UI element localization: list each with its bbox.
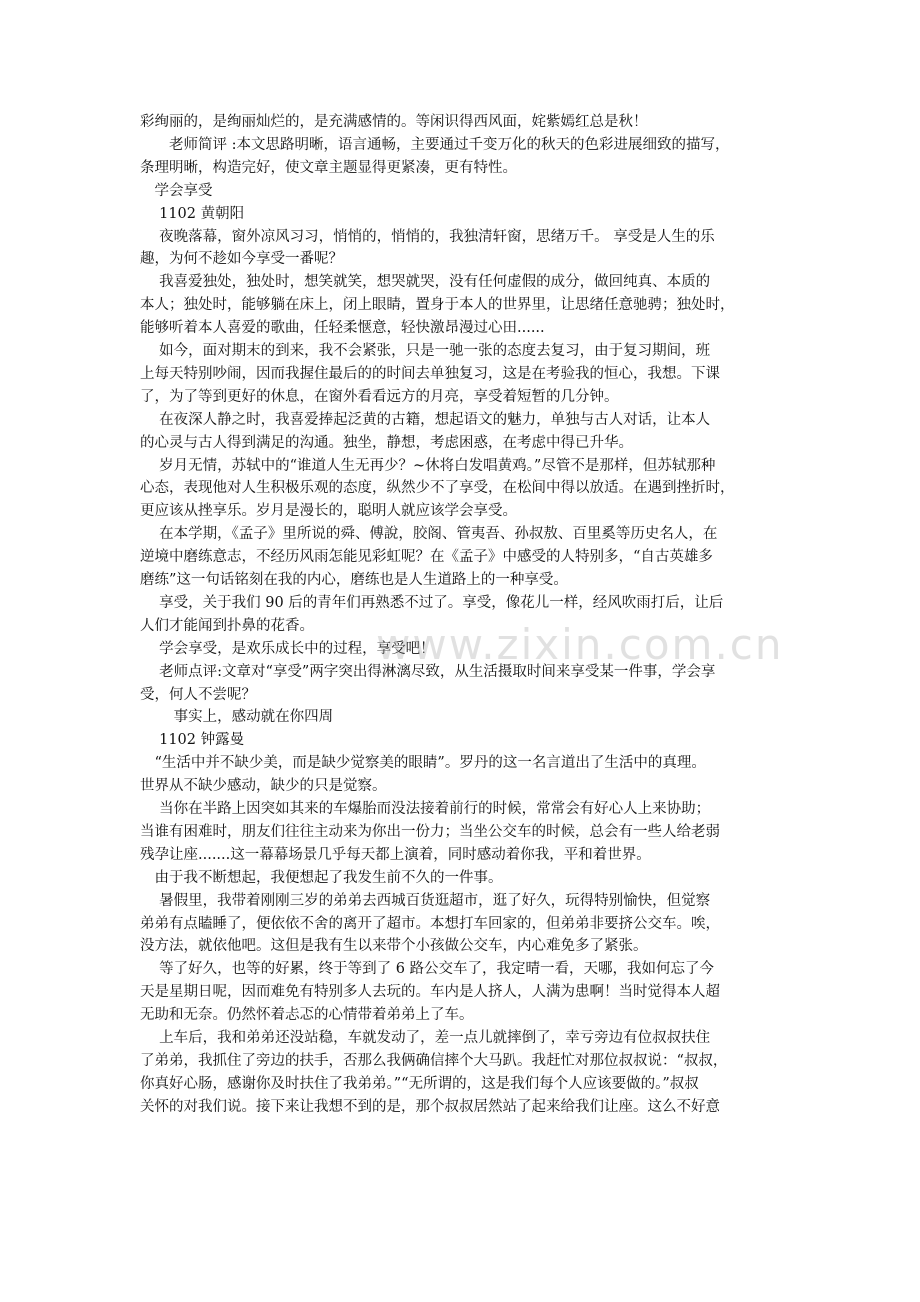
text-line: 趣，为何不趁如今享受一番呢？ xyxy=(140,251,343,268)
text-line: 当你在半路上因突如其来的车爆胎而没法接着前行的时候，常常会有好心人上来协助； xyxy=(140,801,711,817)
text-line: 的心灵与古人得到满足的沟通。独坐，静想，考虑困惑，在考虑中得已升华。 xyxy=(140,434,633,451)
text-line: 世界从不缺少感动，缺少的只是觉察。 xyxy=(140,778,387,795)
text-line: 人们才能闻到扑鼻的花香。 xyxy=(140,617,314,634)
text-line: 关怀的对我们说。接下来让我想不到的是，那个叔叔居然站了起来给我们让座。这么不好意 xyxy=(140,1098,720,1115)
text-line: “生活中并不缺少美，而是缺少觉察美的眼睛”。罗丹的这一名言道出了生活中的真理。 xyxy=(140,755,706,772)
text-line: 残孕让座.......这一幕幕场景几乎每天都上演着，同时感动着你我，平和着世界。 xyxy=(140,846,651,863)
text-line: 由于我不断想起，我便想起了我发生前不久的一件事。 xyxy=(140,869,503,886)
text-line: 我喜爱独处，独处时，想笑就笑，想哭就哭，没有任何虚假的成分，做回纯真、本质的 xyxy=(140,274,711,291)
text-line: 夜晚落幕，窗外凉风习习，悄悄的，悄悄的，我独清轩窗，思绪万千。 享受是人生的乐 xyxy=(140,228,715,245)
text-line: 事实上，感动就在你四周 xyxy=(140,709,334,726)
text-line: 享受，关于我们 90 后的青年们再熟悉不过了。享受，像花儿一样，经风吹雨打后，让后 xyxy=(140,594,724,611)
text-line: 等了好久，也等的好累，终于等到了 6 路公交车了，我定晴一看，天哪，我如何忘了今 xyxy=(140,961,715,978)
text-line: 无助和无奈。仍然怀着忐忑的心情带着弟弟上了车。 xyxy=(140,1007,474,1024)
text-line: 本人；独处时，能够躺在床上，闭上眼睛，置身于本人的世界里，让思绪任意驰骋；独处时， xyxy=(140,297,735,314)
text-line: 你真好心肠，感谢你及时扶住了我弟弟。”“无所谓的，这是我们每个人应该要做的。”叔叔 xyxy=(140,1075,699,1092)
text-line: 暑假里，我带着刚刚三岁的弟弟去西城百货逛超市，逛了好久，玩得特别愉快，但觉察 xyxy=(140,892,711,909)
text-line: 学会享受，是欢乐成长中的过程，享受吧！ xyxy=(140,640,435,657)
text-line: 学会享受 xyxy=(140,182,213,199)
text-line: 逆境中磨练意志，不经历风雨怎能见彩虹呢？在《孟子》中感受的人特别多，“自古英雄多 xyxy=(140,549,713,566)
text-line: 磨练”这一句话铭刻在我的内心，磨练也是人生道路上的一种享受。 xyxy=(140,572,568,588)
text-line: 老师简评 :本文思路明晰，语言通畅，主要通过千变万化的秋天的色彩进展细致的描写， xyxy=(140,136,730,153)
watermark: www.zixin.com.cn xyxy=(376,620,784,669)
text-line: 弟弟有点瞌睡了，便依依不舍的离开了超市。本想打车回家的，但弟弟非要挤公交车。唉， xyxy=(140,915,720,932)
text-line: 老师点评:文章对“享受”两字突出得淋漓尽致，从生活摄取时间来享受某一件事，学会享 xyxy=(140,663,716,680)
text-line: 在夜深人静之时，我喜爱捧起泛黄的古籍，想起语文的魅力，单独与古人对话，让本人 xyxy=(140,411,711,428)
text-line: 1102 黄朝阳 xyxy=(140,205,245,222)
text-line: 天是星期日呢，因而难免有特别多人去玩的。车内是人挤人，人满为患啊！当时觉得本人超 xyxy=(140,984,720,1001)
text-line: 岁月无情，苏轼中的“谁道人生无再少？~休将白发唱黄鸡。”尽管不是那样，但苏轼那种 xyxy=(140,457,716,474)
text-line: 如今，面对期末的到来，我不会紧张，只是一驰一张的态度去复习，由于复习期间，班 xyxy=(140,343,711,359)
text-line: 没方法，就依他吧。这但是我有生以来带个小孩做公交车，内心难免多了紧张。 xyxy=(140,938,648,955)
text-line: 上每天特别吵闹，因而我握住最后的的时间去单独复习，这是在考验我的恒心，我想。下课 xyxy=(140,365,720,382)
text-line: 了，为了等到更好的休息，在窗外看看远方的月亮，享受着短暂的几分钟。 xyxy=(140,388,619,405)
text-line: 1102 钟露曼 xyxy=(140,732,245,749)
text-line: 心态，表现他对人生积极乐观的态度，纵然少不了享受，在松间中得以放适。在遇到挫折时， xyxy=(140,480,735,497)
text-line: 了弟弟，我抓住了旁边的扶手，否那么我俩确信摔个大马趴。我赶忙对那位叔叔说：“叔叔， xyxy=(140,1052,728,1069)
text-line: 当谁有困难时，朋友们往往主动来为你出一份力；当坐公交车的时候，总会有一些人给老弱 xyxy=(140,823,720,840)
text-line: 更应该从挫享乐。岁月是漫长的，聪明人就应该学会享受。 xyxy=(140,503,517,520)
text-line: 在本学期，《孟子》里所说的舜、傅說，胶阁、管夷吾、孙叔敖、百里奚等历史名人，在 xyxy=(140,526,718,543)
text-line: 上车后，我和弟弟还没站稳，车就发动了，差一点儿就摔倒了，幸亏旁边有位叔叔扶住 xyxy=(140,1030,711,1046)
text-line: 条理明晰，构造完好，使文章主题显得更紧凑，更有特性。 xyxy=(140,159,517,176)
text-line: 受，何人不尝呢？ xyxy=(140,686,256,703)
text-line: 彩绚丽的，是绚丽灿烂的，是充满感情的。等闲识得西风面，姹紫嫣红总是秋！ xyxy=(140,114,648,130)
text-line: 能够听着本人喜爱的歌曲，任轻柔惬意，轻快激昂漫过心田...... xyxy=(140,320,545,337)
